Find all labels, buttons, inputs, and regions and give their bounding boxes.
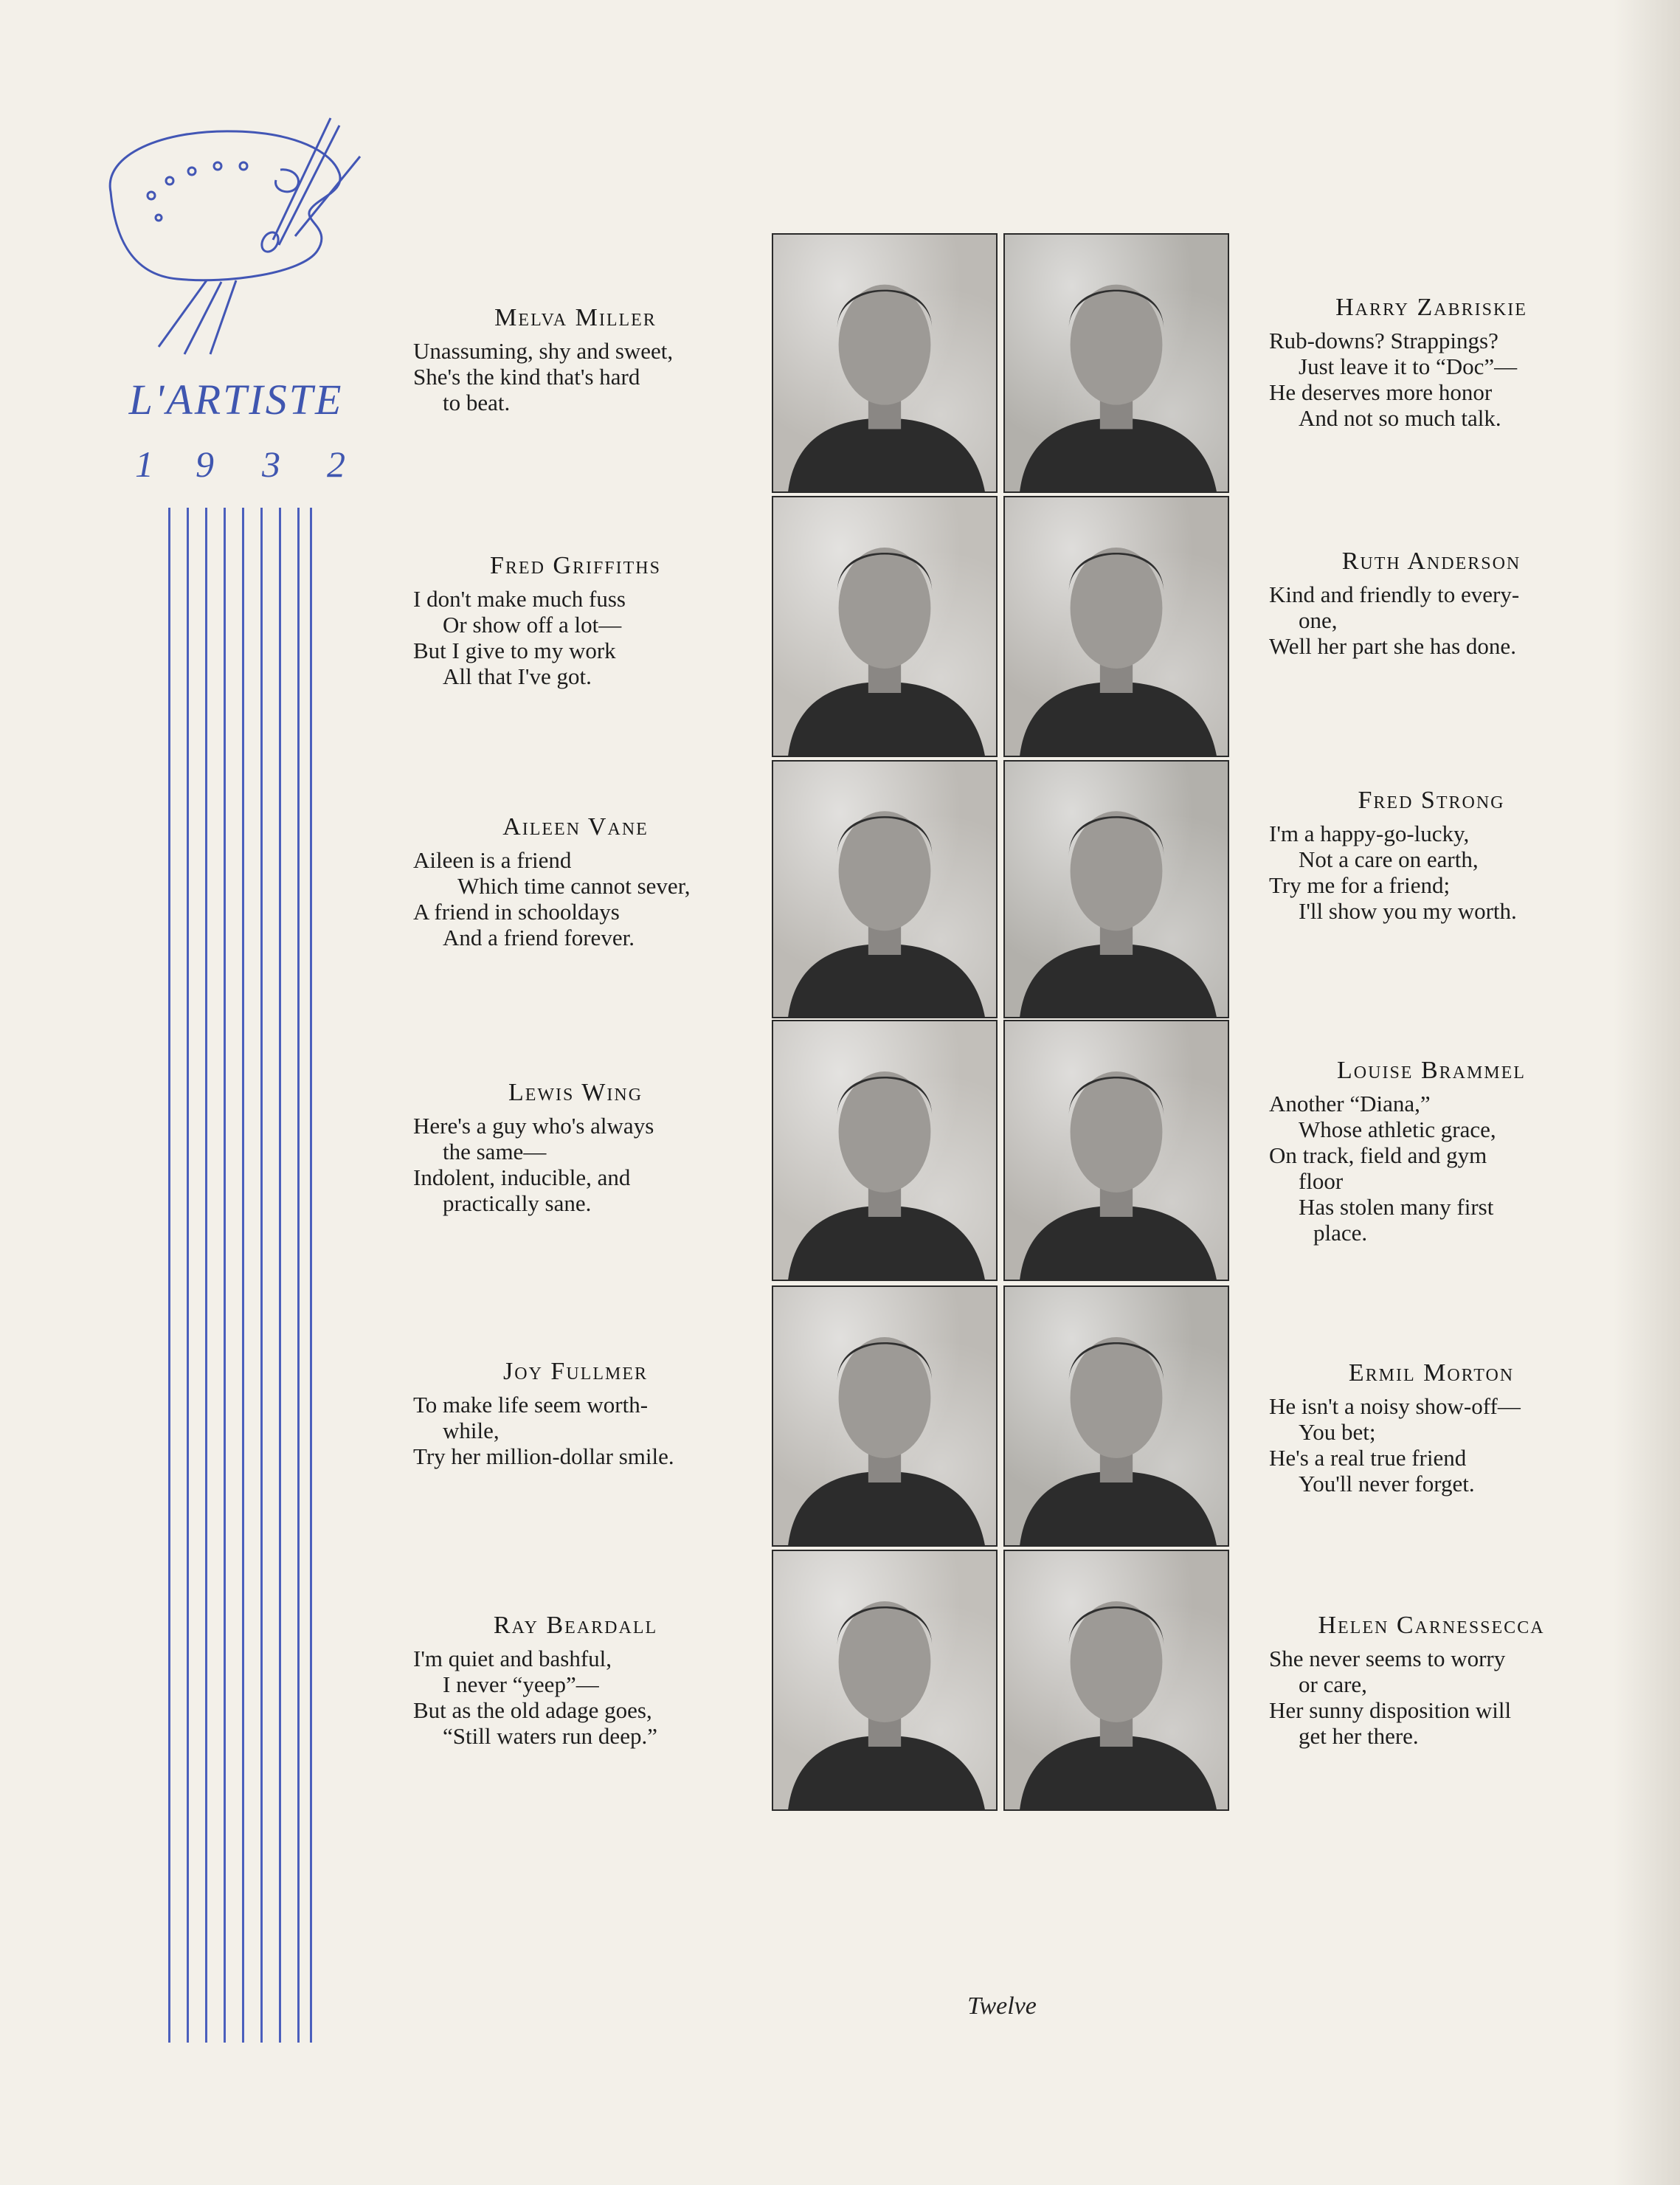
- student-name: Aileen Vane: [502, 813, 649, 840]
- student-entry: [1269, 1612, 1594, 1749]
- verse-line: I'm quiet and bashful,: [413, 1646, 612, 1671]
- verse-line: All that I've got.: [443, 663, 592, 689]
- verse-line: Has stolen many first: [1299, 1194, 1494, 1220]
- verse-line: She's the kind that's hard: [413, 364, 640, 390]
- verse-line: the same—: [443, 1139, 547, 1164]
- student-entry: [1269, 294, 1594, 431]
- verse-line: A friend in schooldays: [413, 899, 620, 925]
- verse-line: Try me for a friend;: [1269, 872, 1451, 898]
- verse-line: You'll never forget.: [1299, 1471, 1475, 1497]
- verse-line: I'm a happy-go-lucky,: [1269, 821, 1470, 846]
- student-portrait: [772, 1020, 998, 1281]
- verse-line: Indolent, inducible, and: [413, 1164, 631, 1190]
- verse-line: And a friend forever.: [443, 925, 635, 950]
- student-portrait: [772, 1285, 998, 1547]
- verse-line: Or show off a lot—: [443, 612, 622, 638]
- verse-line: On track, field and gym: [1269, 1142, 1487, 1168]
- verse-line: I don't make much fuss: [413, 586, 626, 612]
- student-name: Joy Fullmer: [503, 1358, 648, 1385]
- verse-line: Try her million-dollar smile.: [413, 1443, 674, 1469]
- verse-line: floor: [1299, 1168, 1344, 1194]
- student-portrait: [772, 1550, 998, 1811]
- student-name: Lewis Wing: [508, 1079, 643, 1106]
- decorative-rule: [279, 508, 281, 2043]
- student-portrait: [1003, 1020, 1229, 1281]
- decorative-rule: [242, 508, 244, 2043]
- verse-line: Which time cannot sever,: [457, 873, 691, 899]
- decorative-rule: [297, 508, 300, 2043]
- student-portrait: [772, 233, 998, 493]
- student-entry: [413, 1612, 738, 1749]
- year-digit: 1: [135, 443, 153, 485]
- student-entry: [413, 304, 738, 415]
- student-portrait: [1003, 233, 1229, 493]
- decorative-rule: [168, 508, 170, 2043]
- student-entry: [413, 1358, 738, 1469]
- student-name: Fred Strong: [1358, 787, 1505, 814]
- student-portrait: [1003, 496, 1229, 757]
- student-entry: [1269, 787, 1594, 924]
- verse-line: get her there.: [1299, 1723, 1419, 1749]
- artist-palette-icon: [96, 111, 391, 362]
- verse-line: Aileen is a friend: [413, 847, 572, 873]
- verse-line: one,: [1299, 607, 1338, 633]
- verse-line: You bet;: [1299, 1419, 1376, 1445]
- verse-line: But I give to my work: [413, 638, 616, 663]
- student-name: Melva Miller: [494, 304, 657, 331]
- verse-line: Well her part she has done.: [1269, 633, 1516, 659]
- decorative-rule: [310, 508, 312, 2043]
- student-name: Fred Griffiths: [490, 552, 661, 579]
- decorative-rule: [205, 508, 207, 2043]
- verse-line: Here's a guy who's always: [413, 1113, 654, 1139]
- student-entry: [413, 552, 738, 689]
- student-name: Ermil Morton: [1348, 1359, 1515, 1387]
- verse-line: while,: [443, 1418, 499, 1443]
- decorative-rule: [187, 508, 189, 2043]
- yearbook-title: L'ARTISTE: [128, 376, 344, 424]
- student-name: Helen Carnessecca: [1318, 1612, 1545, 1639]
- student-entry: [1269, 1359, 1594, 1497]
- student-entry: [413, 813, 738, 950]
- student-portrait: [772, 496, 998, 757]
- verse-line: And not so much talk.: [1299, 405, 1501, 431]
- page-edge-shadow: [1614, 0, 1680, 2185]
- verse-line: Another “Diana,”: [1269, 1091, 1431, 1116]
- verse-line: He deserves more honor: [1269, 379, 1493, 405]
- year-digit: 2: [327, 443, 345, 485]
- student-name: Louise Brammel: [1337, 1057, 1526, 1084]
- verse-line: Her sunny disposition will: [1269, 1697, 1512, 1723]
- student-portrait: [1003, 1285, 1229, 1547]
- year-digit: 3: [262, 443, 280, 485]
- verse-line: I'll show you my worth.: [1299, 898, 1517, 924]
- verse-line: Rub-downs? Strappings?: [1269, 328, 1498, 353]
- student-entry: [1269, 1057, 1594, 1246]
- student-portrait: [1003, 1550, 1229, 1811]
- decorative-rule: [224, 508, 226, 2043]
- verse-line: Kind and friendly to every-: [1269, 581, 1520, 607]
- yearbook-year: [129, 443, 350, 494]
- student-name: Ruth Anderson: [1341, 548, 1521, 575]
- decorative-rule: [260, 508, 263, 2043]
- verse-line: Whose athletic grace,: [1299, 1116, 1496, 1142]
- page-number: Twelve: [967, 1992, 1037, 2020]
- verse-line: She never seems to worry: [1269, 1646, 1506, 1671]
- student-name: Ray Beardall: [493, 1612, 658, 1639]
- verse-line: He's a real true friend: [1269, 1445, 1467, 1471]
- verse-line: Unassuming, shy and sweet,: [413, 338, 674, 364]
- student-name: Harry Zabriskie: [1335, 294, 1527, 321]
- verse-line: practically sane.: [443, 1190, 592, 1216]
- year-digit: 9: [196, 443, 214, 485]
- student-portrait: [1003, 760, 1229, 1018]
- verse-line: place.: [1313, 1220, 1368, 1246]
- student-entry: [1269, 548, 1594, 659]
- verse-line: Not a care on earth,: [1299, 846, 1479, 872]
- verse-line: But as the old adage goes,: [413, 1697, 652, 1723]
- verse-line: or care,: [1299, 1671, 1367, 1697]
- student-portrait: [772, 760, 998, 1018]
- verse-line: “Still waters run deep.”: [443, 1723, 657, 1749]
- student-entry: [413, 1079, 738, 1216]
- verse-line: Just leave it to “Doc”—: [1299, 353, 1518, 379]
- verse-line: To make life seem worth-: [413, 1392, 649, 1418]
- verse-line: He isn't a noisy show-off—: [1269, 1393, 1521, 1419]
- verse-line: to beat.: [443, 390, 511, 415]
- verse-line: I never “yeep”—: [443, 1671, 599, 1697]
